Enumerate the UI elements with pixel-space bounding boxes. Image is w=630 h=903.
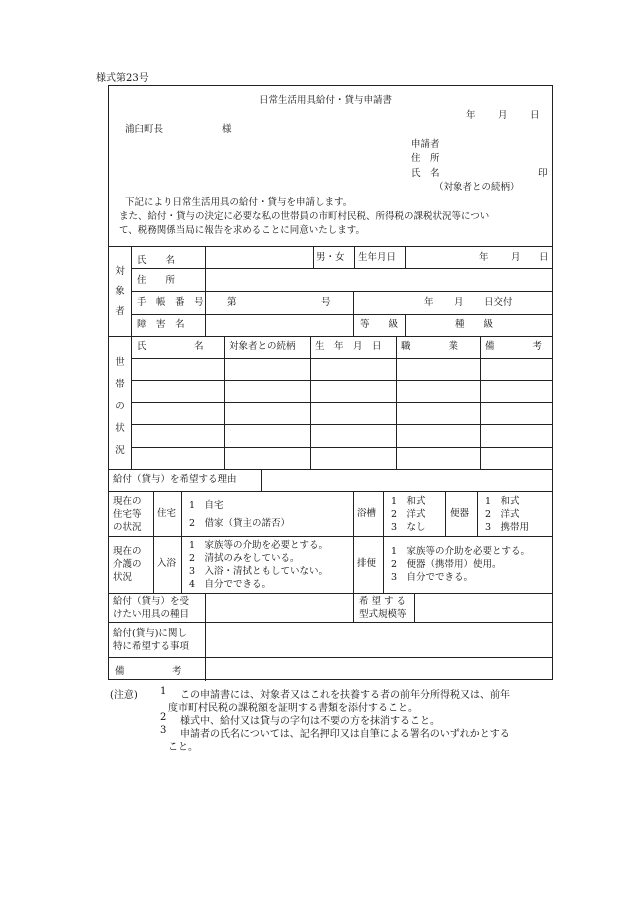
toilet-options: 1 和式 2 洋式 3 携帯用 [485, 496, 530, 533]
divider [131, 380, 552, 381]
divider [109, 246, 552, 247]
divider [261, 469, 262, 491]
subject-section-label: 対 象 者 [115, 266, 125, 317]
bathtub-options: 1 和式 2 洋式 3 なし [391, 496, 426, 533]
note-2-line-1: 様式中、給付又は貸与の字句は不要の方を抹消すること。 [180, 716, 440, 727]
divider [310, 336, 311, 469]
note-1-line-1: この申請書には、対象者又はこれを扶養する者の前年分所得税又は、前年 [180, 690, 510, 701]
divider [109, 593, 552, 594]
divider [405, 314, 406, 336]
bath-options: 1 家族等の介助を必要とする。 2 清拭のみをしている。 3 入浴・清拭ともしていない。 4 自分でできる。 [189, 540, 329, 590]
housing-label: 現在の 住宅等 の状況 [113, 496, 142, 533]
note-3-line-1: 申請者の氏名については、記名押印又は自筆による署名のいずれかとする [180, 729, 510, 740]
divider [445, 491, 446, 536]
bathtub-label: 浴槽 [357, 508, 377, 519]
excretion-options: 1 家族等の介助を必要とする。 2 便器（携帯用）使用。 3 自分でできる。 [391, 546, 531, 583]
care-label: 現在の 介護の 状況 [113, 546, 142, 583]
dob-label: 生年月日 [358, 252, 397, 263]
applicant-label: 申請者 [411, 139, 440, 150]
remarks-label: 備 考 [115, 666, 182, 677]
addressee-honorific: 様 [222, 124, 232, 135]
divider [477, 491, 478, 536]
divider [109, 469, 552, 470]
excretion-label: 排便 [357, 558, 377, 569]
divider [109, 336, 552, 337]
divider [131, 336, 132, 469]
handbook-label: 手 帳 番 号 [137, 297, 204, 308]
disability-label: 障 害 名 [137, 319, 185, 330]
divider [354, 246, 355, 268]
divider [181, 491, 182, 593]
divider [396, 336, 397, 469]
divider [109, 657, 552, 658]
addressee-town: 浦臼町長 [125, 124, 164, 135]
date-day: 日 [530, 110, 540, 121]
reason-label: 給付（貸与）を希望する理由 [113, 474, 237, 485]
household-header-remarks: 備 考 [485, 341, 543, 352]
divider [131, 358, 552, 359]
divider [131, 246, 132, 336]
household-header-dob: 生 年 月 日 [315, 341, 382, 352]
special-label: 給付(貸与)に関し 特に希望する事項 [113, 628, 190, 652]
handbook-no-prefix: 第 [227, 297, 237, 308]
sex-label: 男・女 [316, 252, 345, 263]
issue-suffix: 日交付 [484, 297, 513, 308]
divider [313, 246, 314, 268]
divider [353, 291, 354, 336]
equipment-label: 給付（貸与）を受 けたい用具の種目 [113, 596, 190, 620]
divider [109, 536, 552, 537]
form-number: 様式第23号 [96, 73, 149, 84]
seal-mark: 印 [538, 168, 548, 179]
housing-option-1: 1 自宅 [189, 500, 224, 511]
applicant-name-label: 氏 名 [411, 168, 440, 179]
divider [405, 246, 406, 268]
divider [153, 491, 154, 593]
date-month: 月 [498, 110, 508, 121]
dob-day: 日 [539, 252, 549, 263]
divider [131, 291, 552, 292]
household-header-name: 氏 名 [137, 341, 204, 352]
household-header-relation: 対象者との続柄 [229, 341, 296, 352]
form-title: 日常生活用具給付・貸与申請書 [259, 95, 393, 106]
divider [205, 593, 206, 681]
grade-label: 等 級 [360, 319, 399, 330]
divider [131, 447, 552, 448]
intro-line-1: 下記により日常生活用具の給付・貸与を申請します。 [125, 197, 353, 208]
housing-option-2: 2 借家（貸主の諾否） [189, 518, 291, 529]
divider [480, 336, 481, 469]
household-header-occupation: 職 業 [401, 341, 459, 352]
note-3-num: 3 [160, 725, 167, 736]
applicant-relation-label: （対象者との続柄） [434, 182, 520, 193]
divider [224, 336, 225, 469]
intro-line-2: また、給付・貸与の決定に必要な私の世帯員の市町村民税、所得税の課税状況等につい [119, 211, 490, 222]
divider [109, 622, 552, 623]
dob-month: 月 [511, 252, 521, 263]
bath-label: 入浴 [157, 558, 177, 569]
date-year: 年 [466, 110, 476, 121]
notes-heading: (注意) [110, 690, 138, 701]
issue-year: 年 [424, 297, 434, 308]
type-label: 種 級 [455, 319, 494, 330]
divider [131, 314, 552, 315]
applicant-address-label: 住 所 [411, 153, 440, 164]
subject-name-label: 氏 名 [137, 255, 176, 266]
subject-address-label: 住 所 [137, 275, 176, 286]
note-2-num: 2 [160, 712, 167, 723]
divider [131, 424, 552, 425]
spec-label: 希 望 す る 型式規模等 [359, 596, 407, 620]
divider [109, 491, 552, 492]
divider [414, 593, 415, 622]
divider [131, 402, 552, 403]
intro-line-3: て、税務関係当局に報告を求めることに同意いたします。 [119, 225, 366, 236]
divider [205, 246, 206, 336]
household-section-label: 世 帯 の 状 況 [115, 357, 125, 456]
note-1-line-2: 度市町村民税の課税額を証明する書類を添付すること。 [168, 703, 418, 714]
issue-month: 月 [454, 297, 464, 308]
divider [383, 491, 384, 593]
note-3-line-2: こと。 [168, 742, 198, 753]
handbook-no-suffix: 号 [321, 297, 331, 308]
divider [353, 491, 354, 622]
application-form [108, 85, 553, 680]
toilet-label: 便器 [450, 508, 470, 519]
note-1-num: 1 [160, 686, 167, 697]
housing-sub-label: 住宅 [157, 508, 177, 519]
dob-year: 年 [479, 252, 489, 263]
divider [131, 268, 552, 269]
